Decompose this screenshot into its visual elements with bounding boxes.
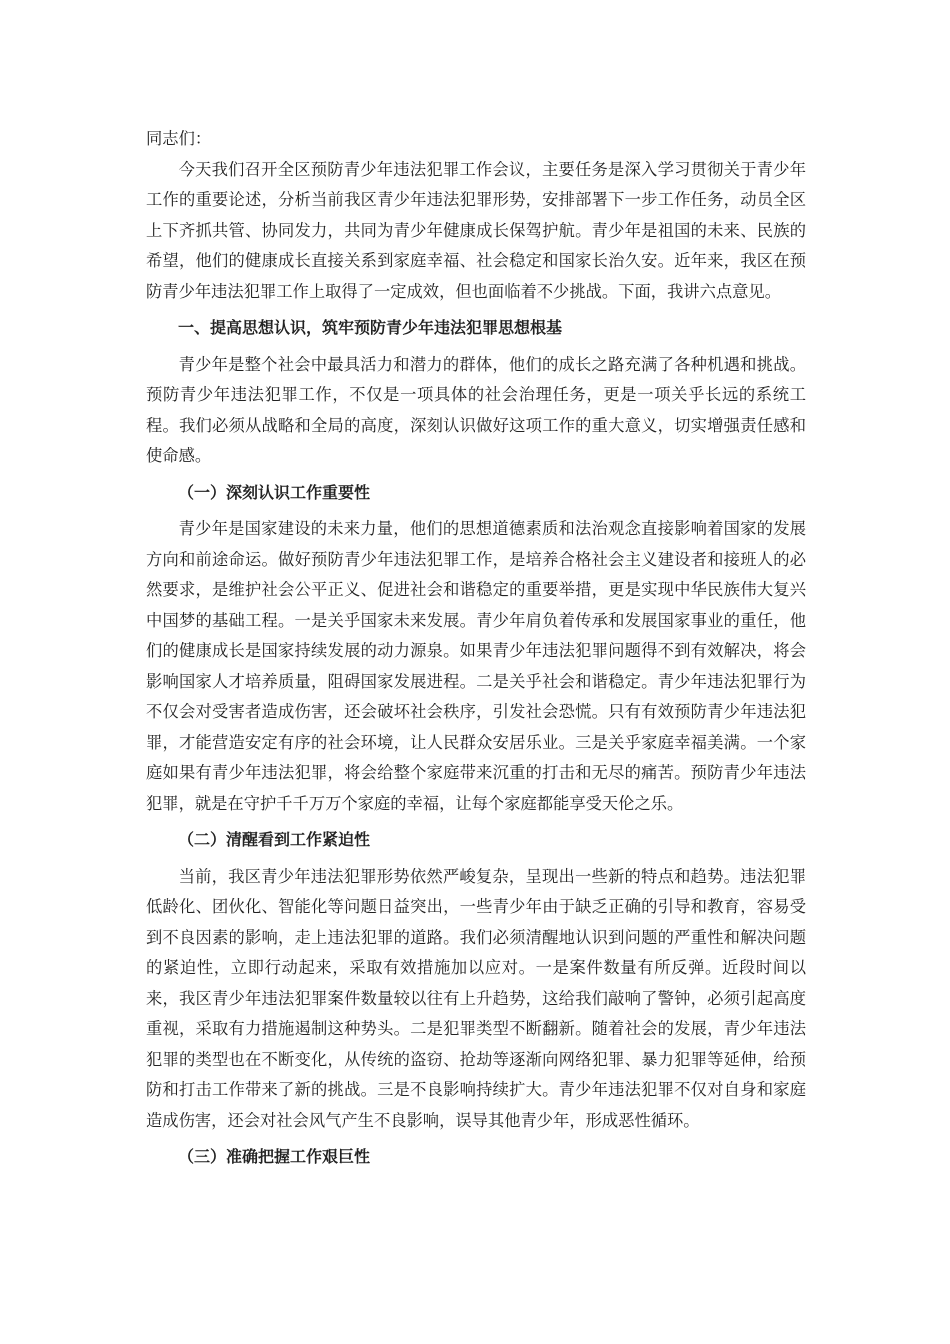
- subsection-1-heading: （一）深刻认识工作重要性: [178, 482, 371, 502]
- subsection-2-paragraph: 当前，我区青少年违法犯罪形势依然严峻复杂，呈现出一些新的特点和趋势。违法犯罪低龄化、团伙化、智能化等问题日益突出，一些青少年由于缺乏正确的引导和教育，容易受到不良因素的影响，走上违法犯罪的道路。我们必须清醒地认识到问题的严重性和解决问题的紧迫性，立即行动起来，采取有效措施加以应对。一是案件数量有所反弹。近段时间以来，我区青少年违法犯罪案件数量较以往有上升趋势，这给我们敲响了警钟，必须引起高度重视，采取有力措施遏制这种势头。二是犯罪类型不断翻新。随着社会的发展，青少年违法犯罪的类型也在不断变化，从传统的盗窃、抢劫等逐渐向网络犯罪、暴力犯罪等延伸，给预防和打击工作带来了新的挑战。三是不良影响持续扩大。青少年违法犯罪不仅对自身和家庭造成伤害，还会对社会风气产生不良影响，误导其他青少年，形成恶性循环。: [146, 866, 806, 1130]
- subsection-3-heading: （三）准确把握工作艰巨性: [178, 1147, 371, 1166]
- section-1-paragraph: 青少年是整个社会中最具活力和潜力的群体，他们的成长之路充满了各种机遇和挑战。预防青少年违法犯罪工作，不仅是一项具体的社会治理任务，更是一项关乎长远的系统工程。我们必须从战略和全局的高度，深刻认识做好这项工作的重大意义，切实增强责任感和使命感。: [146, 354, 806, 465]
- section-1-heading: 一、提高思想认识，筑牢预防青少年违法犯罪思想根基: [178, 318, 563, 337]
- salutation: 同志们：: [146, 129, 212, 148]
- document-body: [146, 124, 806, 1179]
- subsection-2-heading: （二）清醒看到工作紧迫性: [178, 830, 371, 849]
- subsection-1-paragraph: 青少年是国家建设的未来力量，他们的思想道德素质和法治观念直接影响着国家的发展方向和前途命运。做好预防青少年违法犯罪工作，是培养合格社会主义建设者和接班人的必然要求，是维护社会公平正义、促进社会和谐稳定的重要举措，更是实现中华民族伟大复兴中国梦的基础工程。一是关乎国家未来发展。青少年肩负着传承和发展国家事业的重任，他们的健康成长是国家持续发展的动力源泉。如果青少年违法犯罪问题得不到有效解决，将会影响国家人才培养质量，阻碍国家发展进程。二是关乎社会和谐稳定。青少年违法犯罪行为不仅会对受害者造成伤害，还会破坏社会秩序，引发社会恐慌。只有有效预防青少年违法犯罪，才能营造安定有序的社会环境，让人民群众安居乐业。三是关乎家庭幸福美满。一个家庭如果有青少年违法犯罪，将会给整个家庭带来沉重的打击和无尽的痛苦。预防青少年违法犯罪，就是在守护千千万万个家庭的幸福，让每个家庭都能享受天伦之乐。: [146, 519, 806, 813]
- intro-paragraph: 今天我们召开全区预防青少年违法犯罪工作会议，主要任务是深入学习贯彻关于青少年工作的重要论述，分析当前我区青少年违法犯罪形势，安排部署下一步工作任务，动员全区上下齐抓共管、协同发力，共同为青少年健康成长保驾护航。青少年是祖国的未来、民族的希望，他们的健康成长直接关系到家庭幸福、社会稳定和国家长治久安。近年来，我区在预防青少年违法犯罪工作上取得了一定成效，但也面临着不少挑战。下面，我讲六点意见。: [146, 159, 806, 301]
